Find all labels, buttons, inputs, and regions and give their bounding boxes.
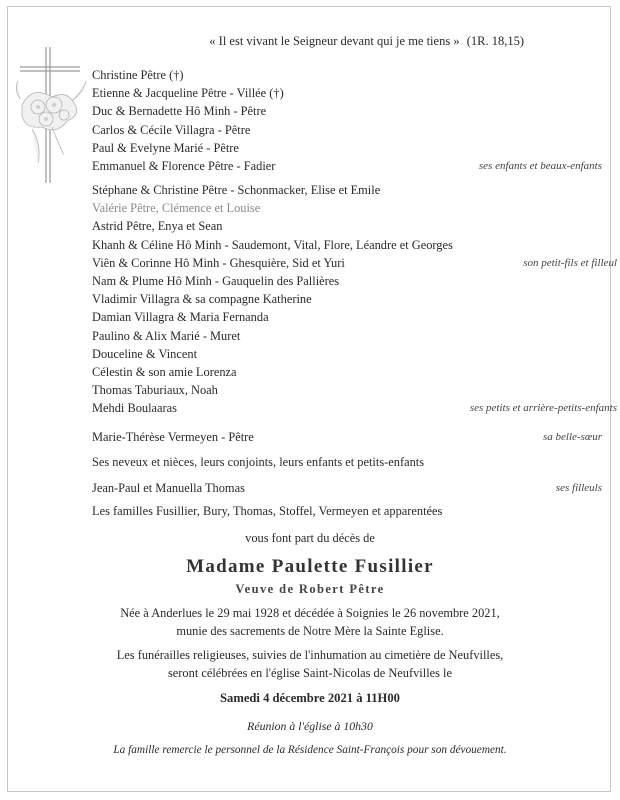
relation-label: sa belle-sœur [543, 431, 602, 443]
announcement: vous font part du décès de [245, 531, 375, 545]
relation-label: ses filleuls [555, 482, 602, 494]
list-item: Astrid Pêtre, Enya et Sean [92, 219, 223, 234]
list-item: Paul & Evelyne Marié - Pêtre [92, 140, 239, 155]
list-item: Stéphane & Christine Pêtre - Schonmacker, Elise et Emile [92, 183, 381, 197]
list-item: Marie-Thérèse Vermeyen - Pêtre sa belle-sœur [92, 428, 254, 446]
list-item: Mehdi Boulaaras ses petits et arrière-petits-enfants [92, 399, 453, 417]
list-item: Valérie Pêtre, Clémence et Louise [92, 201, 261, 216]
list-item: Duc & Bernadette Hô Minh - Pêtre [92, 104, 267, 119]
relation-label: ses enfants et beaux-enfants [478, 159, 602, 172]
list-item: Carlos & Cécile Villagra - Pêtre [92, 122, 251, 137]
relation-label: ses petits et arrière-petits-enfants [469, 402, 617, 415]
epigraph-reference: (1R. 18,15) [466, 34, 524, 48]
list-item: Damian Villagra & Maria Fernanda [92, 310, 269, 325]
list-item: Khanh & Céline Hô Minh - Saudemont, Vital, Flore, Léandre et Georges [92, 237, 453, 252]
birth-death-info: Née à Anderlues le 29 mai 1928 et décédée à Soignies le 26 novembre 2021, munie des sacrements de Notre Mère la Sainte Eglise. [120, 606, 500, 638]
cross-with-flowers-icon [12, 45, 92, 185]
list-item: Christine Pêtre (†) [92, 68, 184, 82]
deceased-name: Madame Paulette Fusillier [186, 556, 434, 577]
relation-label: son petit-fils et filleul [523, 256, 617, 269]
list-item: Nam & Plume Hô Minh - Gauquelin des Pallières [92, 273, 340, 288]
children-list [92, 66, 602, 175]
epigraph-text: « Il est vivant le Seigneur devant qui je me tiens » [209, 34, 460, 48]
families-line: Les familles Fusillier, Bury, Thomas, Stoffel, Vermeyen et apparentées [92, 504, 443, 518]
funeral-info: Les funérailles religieuses, suivies de l'inhumation au cimetière de Neufvilles, seront célébrées en l'église Saint-Nicolas de Neufvilles le [116, 648, 504, 680]
list-item: Emmanuel & Florence Pêtre - Fadier ses enfants et beaux-enfants [92, 157, 284, 175]
epigraph [209, 34, 524, 49]
list-item: Thomas Taburiaux, Noah [92, 383, 218, 398]
list-item: Célestin & son amie Lorenza [92, 364, 237, 379]
list-item: Douceline & Vincent [92, 346, 198, 361]
grandchildren-list [92, 181, 617, 417]
list-item: Jean-Paul et Manuella Thomas ses filleuls [92, 479, 245, 497]
godchildren-list [92, 479, 602, 497]
sister-in-law-list [92, 428, 602, 446]
funeral-date: Samedi 4 décembre 2021 à 11H00 [220, 691, 400, 705]
deceased-widow-of: Veuve de Robert Pêtre [235, 582, 385, 596]
list-item: Paulino & Alix Marié - Muret [92, 328, 241, 343]
nephews-line: Ses neveux et nièces, leurs conjoints, leurs enfants et petits-enfants [92, 455, 425, 469]
thanks-note: La famille remercie le personnel de la Résidence Saint-François pour son dévouement. [113, 744, 507, 756]
list-item: Viên & Corinne Hô Minh - Ghesquière, Sid et Yuri son petit-fils et filleul [92, 254, 453, 272]
list-item: Etienne & Jacqueline Pêtre - Villée (†) [92, 86, 284, 101]
list-item: Vladimir Villagra & sa compagne Katherine [92, 292, 312, 307]
meeting-info: Réunion à l'église à 10h30 [247, 719, 373, 733]
